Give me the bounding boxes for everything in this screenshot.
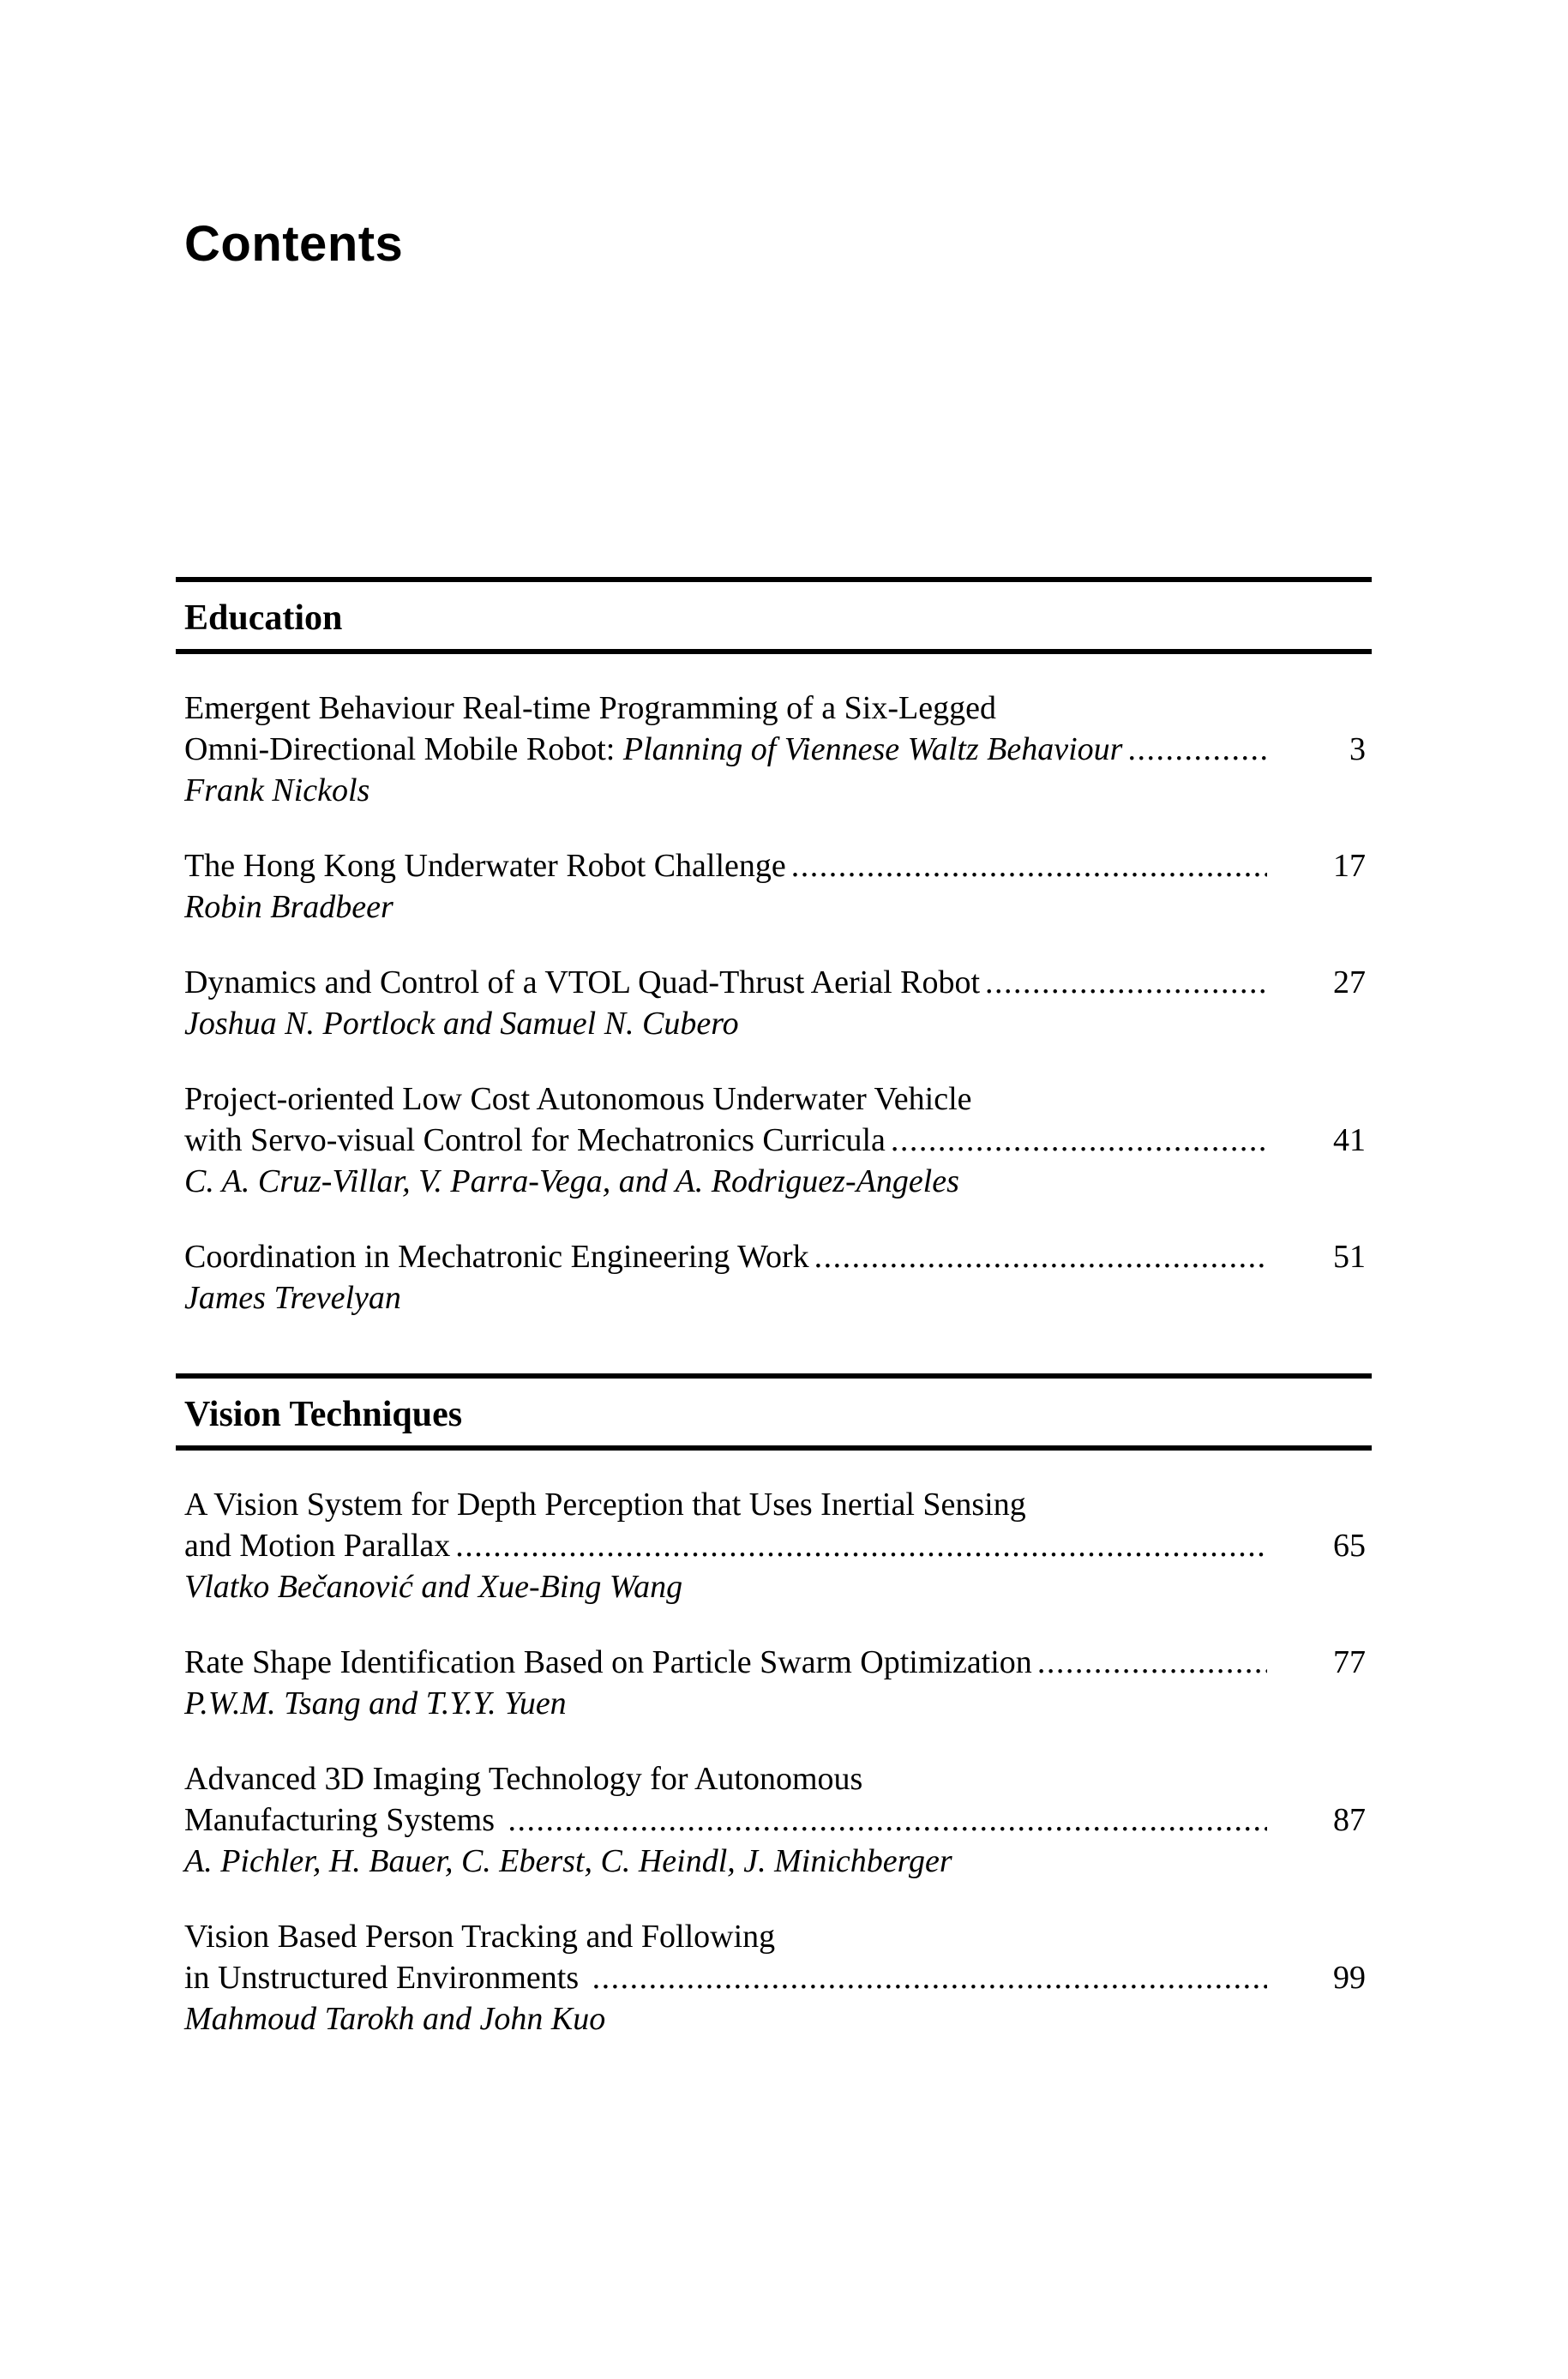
- entry-leader-line: [184, 962, 1372, 1003]
- entry-authors: Mahmoud Tarokh and John Kuo: [184, 2000, 606, 2037]
- toc-entry: [184, 1758, 1372, 1882]
- entry-authors: Frank Nickols: [184, 772, 370, 808]
- entry-title-roman: Omni-Directional Mobile Robot:: [184, 730, 623, 767]
- entry-title-line: Advanced 3D Imaging Technology for Autonomous: [184, 1760, 863, 1797]
- entry-authors: A. Pichler, H. Bauer, C. Eberst, C. Heindl, J. Minichberger: [184, 1842, 952, 1879]
- dot-leader: [1122, 729, 1267, 770]
- entry-leader-line: [184, 845, 1372, 886]
- entry-title: Coordination in Mechatronic Engineering Work: [184, 1238, 809, 1275]
- entry-title: Manufacturing Systems: [184, 1801, 503, 1838]
- entry-leader-line: [184, 729, 1372, 770]
- page-number: 27: [1333, 964, 1366, 1000]
- section-header: [176, 1373, 1372, 1451]
- entry-title: The Hong Kong Underwater Robot Challenge: [184, 847, 786, 884]
- section-education: [176, 577, 1372, 1319]
- toc-entry: [184, 1642, 1372, 1724]
- entry-authors: Joshua N. Portlock and Samuel N. Cubero: [184, 1005, 739, 1042]
- dot-leader: [450, 1525, 1267, 1566]
- toc-entry: [184, 1078, 1372, 1202]
- entry-leader-line: [184, 1120, 1372, 1161]
- toc-entry: [184, 962, 1372, 1044]
- section-header: [176, 577, 1372, 654]
- entry-authors: C. A. Cruz-Villar, V. Parra-Vega, and A. Rodriguez-Angeles: [184, 1162, 959, 1199]
- dot-leader: [980, 962, 1267, 1003]
- entry-leader-line: [184, 1642, 1372, 1683]
- section-entries: [176, 1484, 1372, 2040]
- page-number: 99: [1333, 1959, 1366, 1996]
- content-column: [176, 0, 1372, 2074]
- toc-entry: [184, 1484, 1372, 1607]
- toc-entry: [184, 1236, 1372, 1319]
- entry-title: and Motion Parallax: [184, 1527, 451, 1564]
- entry-authors: Vlatko Bečanović and Xue-Bing Wang: [184, 1568, 683, 1605]
- entry-title: Dynamics and Control of a VTOL Quad-Thrust Aerial Robot: [184, 964, 981, 1000]
- entry-authors: P.W.M. Tsang and T.Y.Y. Yuen: [184, 1685, 567, 1721]
- entry-title: with Servo-visual Control for Mechatronics Curricula: [184, 1121, 886, 1158]
- page-number: 77: [1333, 1643, 1366, 1680]
- page-number: 41: [1333, 1121, 1366, 1158]
- toc-entry: [184, 845, 1372, 928]
- page-number: 3: [1349, 730, 1366, 767]
- entry-title-line: A Vision System for Depth Perception that Uses Inertial Sensing: [184, 1486, 1026, 1523]
- toc-entry: [184, 1916, 1372, 2040]
- toc-entry: [184, 688, 1372, 811]
- entry-leader-line: [184, 1799, 1372, 1841]
- dot-leader: [886, 1120, 1267, 1161]
- section-heading: Vision Techniques: [184, 1394, 463, 1434]
- section-entries: [176, 688, 1372, 1319]
- page-number: 51: [1333, 1238, 1366, 1275]
- page-number: 87: [1333, 1801, 1366, 1838]
- entry-leader-line: [184, 1236, 1372, 1277]
- page-title: Contents: [184, 216, 404, 272]
- dot-leader: [503, 1799, 1267, 1841]
- dot-leader: [1032, 1642, 1267, 1683]
- dot-leader: [786, 845, 1267, 886]
- entry-title-line: Project-oriented Low Cost Autonomous Underwater Vehicle: [184, 1080, 972, 1117]
- entry-authors: Robin Bradbeer: [184, 888, 394, 925]
- entry-title: Rate Shape Identification Based on Particle Swarm Optimization: [184, 1643, 1032, 1680]
- dot-leader: [587, 1957, 1267, 1998]
- entry-authors: James Trevelyan: [184, 1279, 401, 1316]
- page-number: 65: [1333, 1527, 1366, 1564]
- section-vision-techniques: [176, 1373, 1372, 2040]
- entry-leader-line: [184, 1957, 1372, 1998]
- entry-leader-line: [184, 1525, 1372, 1566]
- entry-title: [184, 729, 1122, 770]
- entry-title-italic: Planning of Viennese Waltz Behaviour: [622, 730, 1123, 767]
- section-heading: Education: [184, 598, 343, 638]
- entry-title: in Unstructured Environments: [184, 1959, 587, 1996]
- page-number: 17: [1333, 847, 1366, 884]
- entry-title-line: Vision Based Person Tracking and Following: [184, 1918, 776, 1955]
- dot-leader: [809, 1236, 1267, 1277]
- entry-title-line: Emergent Behaviour Real-time Programming of a Six-Legged: [184, 689, 996, 726]
